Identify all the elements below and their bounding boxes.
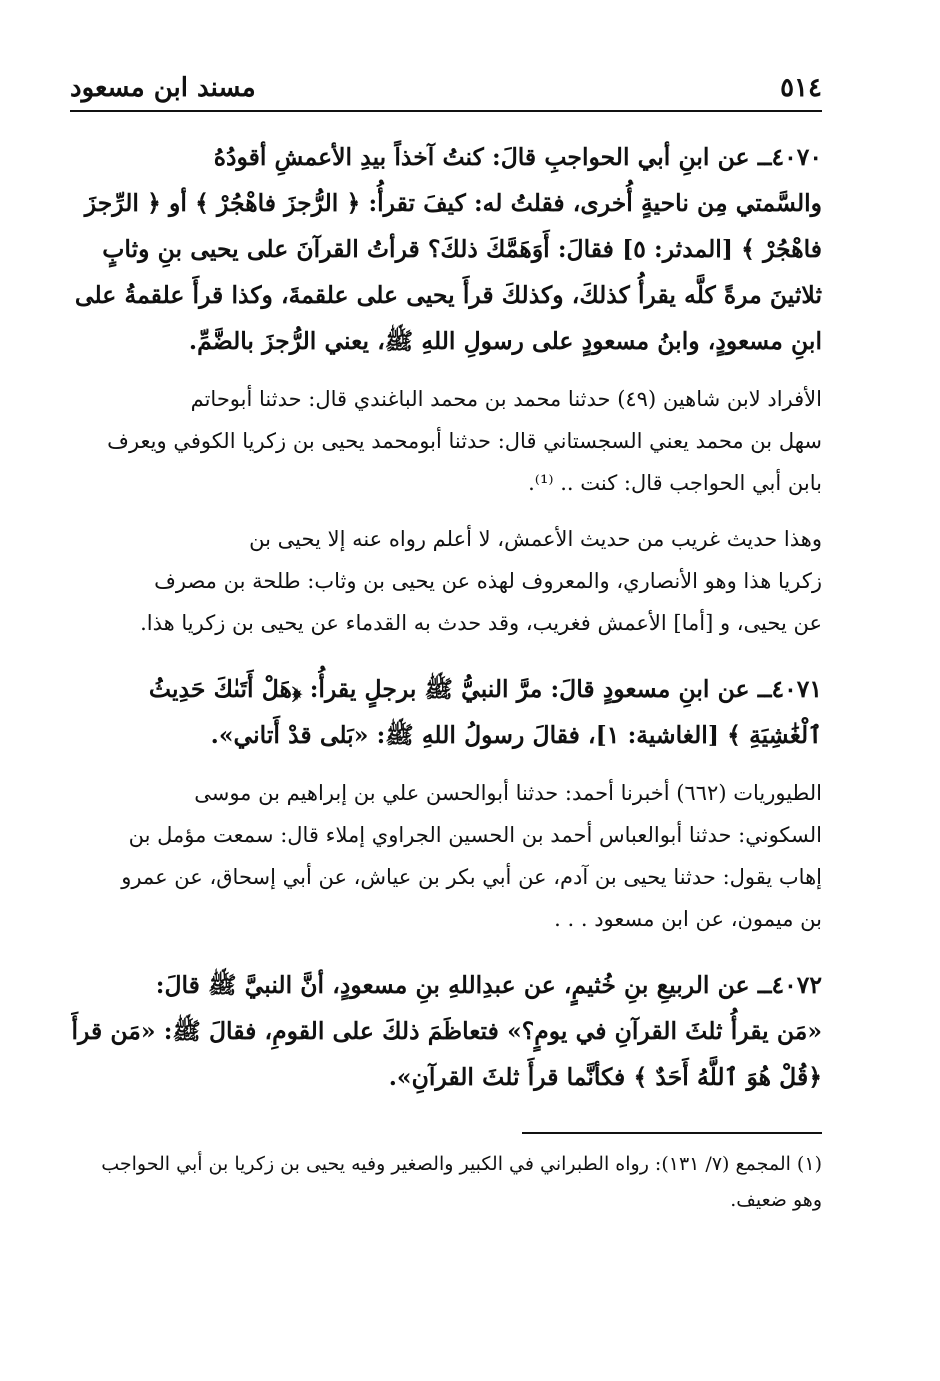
- text-line: بن ميمون، عن ابن مسعود . . .: [554, 907, 822, 931]
- text-line: (١) المجمع (٧/ ١٣١): رواه الطبراني في الكبير والصغير وفيه يحيى بن زكريا بن أبي الحواجب: [101, 1153, 822, 1175]
- text-line: والسَّمتي مِن ناحيةٍ أُخرى، فقلتُ له: كيفَ تقرأُ: ﴿ الرُّجزَ فاهْجُرْ ﴾ أو ﴿ الرِّجزَ: [84, 189, 822, 217]
- header-divider: [70, 110, 822, 112]
- text-line: فاهْجُرْ ﴾ [المدثر: ٥] فقالَ: أَوَهَمَّكَ ذلكَ؟ قرأتُ القرآنَ على يحيى بنِ وثابٍ: [102, 235, 822, 263]
- text-line: الأفراد لابن شاهين (٤٩) حدثنا محمد بن محمد الباغندي قال: حدثنا أبوحاتم: [190, 387, 822, 411]
- text-line: زكريا هذا وهو الأنصاري، والمعروف لهذه عن يحيى بن وثاب: طلحة بن مصرف: [154, 569, 822, 593]
- text-line: الطيوريات (٦٦٢) أخبرنا أحمد: حدثنا أبوالحسن علي بن إبراهيم بن موسى: [194, 781, 822, 805]
- footnote: [70, 1146, 822, 1218]
- hadith-entry-4071: [70, 666, 822, 758]
- text-line: ابنِ مسعودٍ، وابنُ مسعودٍ على رسولِ اللهِ ﷺ، يعني الرُّجزَ بالضَّمِّ.: [188, 327, 822, 355]
- text-line: عن يحيى، و [أما] الأعمش فغريب، وقد حدث به القدماء عن يحيى بن زكريا هذا.: [140, 611, 822, 635]
- book-page: [70, 70, 822, 1310]
- text-line: ٤٠٧٠ــ عن ابنِ أبي الحواجبِ قالَ: كنتُ آخذاً بيدِ الأعمشِ أقودُهُ: [213, 143, 822, 171]
- page-header: [70, 70, 822, 106]
- source-citation-2: [70, 772, 822, 940]
- text-line: ﴿قُلْ هُوَ ٱللَّهُ أَحَدٌ ﴾ فكأنَّما قرأَ ثلثَ القرآنِ».: [388, 1063, 822, 1091]
- running-title: مسند ابن مسعود: [70, 73, 256, 103]
- text-line: وهذا حديث غريب من حديث الأعمش، لا أعلم رواه عنه إلا يحيى بن: [249, 527, 822, 551]
- page-number: ٥١٤: [780, 73, 822, 103]
- text-line: ثلاثينَ مرةً كلَّه يقرأُ كذلكَ، وكذلكَ قرأَ يحيى على علقمةَ، وكذا قرأَ علقمةُ على: [74, 281, 822, 309]
- text-line: إهاب يقول: حدثنا يحيى بن آدم، عن أبي بكر بن عياش، عن أبي إسحاق، عن عمرو: [121, 865, 822, 889]
- commentary-note: [70, 518, 822, 644]
- text-line: «مَن يقرأُ ثلثَ القرآنِ في يومٍ؟» فتعاظَمَ ذلكَ على القومِ، فقالَ ﷺ: «مَن قرأَ: [71, 1017, 822, 1045]
- text-line: السكوني: حدثنا أبوالعباس أحمد بن الحسين الجراوي إملاء قال: سمعت مؤمل بن: [128, 823, 822, 847]
- text-line: بابن أبي الحواجب قال: كنت .. ⁽¹⁾.: [528, 471, 822, 495]
- hadith-entry-4072: [70, 962, 822, 1100]
- source-citation-1: [70, 378, 822, 504]
- footnote-divider: [522, 1132, 822, 1134]
- hadith-entry-4070: [70, 134, 822, 364]
- text-line: ٱلْغَٰشِيَةِ ﴾ [الغاشية: ١]، فقالَ رسولُ اللهِ ﷺ: «بَلى قدْ أَتاني».: [210, 721, 822, 749]
- text-line: وهو ضعيف.: [730, 1189, 822, 1211]
- text-line: ٤٠٧٢ــ عن الربيعِ بنِ خُثيمٍ، عن عبدِاللهِ بنِ مسعودٍ، أنَّ النبيَّ ﷺ قالَ:: [155, 971, 822, 999]
- text-line: ٤٠٧١ــ عن ابنِ مسعودٍ قالَ: مرَّ النبيُّ ﷺ برجلٍ يقرأُ: ﴿هَلْ أَتَىٰكَ حَدِيثُ: [148, 675, 822, 703]
- text-line: سهل بن محمد يعني السجستاني قال: حدثنا أبومحمد يحيى بن زكريا الكوفي ويعرف: [107, 429, 822, 453]
